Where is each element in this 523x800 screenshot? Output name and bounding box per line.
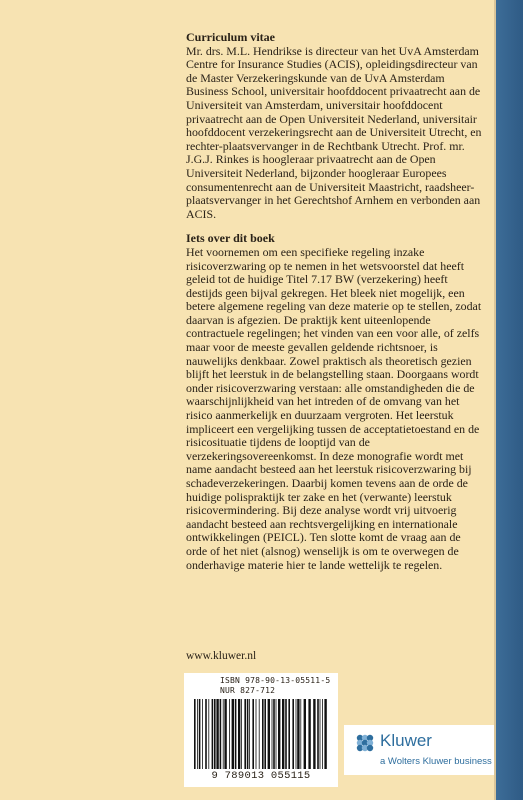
barcode-bar <box>288 699 290 769</box>
barcode-bar <box>220 699 222 769</box>
barcode-bar <box>308 699 310 769</box>
barcode-bar <box>249 699 250 769</box>
isbn-block <box>220 676 330 696</box>
barcode-bar <box>272 699 273 769</box>
barcode-bar <box>199 699 201 769</box>
barcode-number: 9 789013 055115 <box>211 770 311 782</box>
barcode-bar <box>262 699 264 769</box>
website-link[interactable]: www.kluwer.nl <box>186 650 257 662</box>
barcode-bar <box>244 699 246 769</box>
spine-edge-line <box>494 0 496 800</box>
barcode-bar <box>259 699 260 769</box>
publisher-tagline: a Wolters Kluwer business <box>380 756 492 767</box>
barcode-bar <box>322 699 323 769</box>
barcode-bar <box>282 699 284 769</box>
barcode-bar <box>205 699 207 769</box>
nur-text: NUR 827-712 <box>220 686 276 695</box>
barcode-bar <box>223 699 224 769</box>
barcode-bar <box>194 699 196 769</box>
about-heading: Iets over dit boek <box>186 231 275 246</box>
barcode-bar <box>285 699 287 769</box>
barcode-bar <box>324 699 326 769</box>
barcode-bar <box>300 699 301 769</box>
barcode-bar <box>278 699 280 769</box>
barcode-bar <box>229 699 230 769</box>
barcode-bar <box>297 699 299 769</box>
publisher-logo <box>344 725 494 775</box>
barcode-bar <box>235 699 237 769</box>
barcode-bar <box>292 699 294 769</box>
cv-heading: Curriculum vitae <box>186 30 275 44</box>
barcode-bar <box>276 699 277 769</box>
barcode-bar <box>320 699 321 769</box>
book-spine <box>495 0 523 800</box>
about-body: Het voornemen om een specifieke regeling inzake risicoverzwaring op te nemen in het wetsvoorstel dat heeft geleid tot de huidige Titel 7.17 BW (verzekering) heeft destijds geen bijval gekregen. Het bleek niet mogelijk, een betere algemene regeling van deze materie op te stellen, zodat daarvan is afgezien. De praktijk kent uiteenlopende contractuele regelingen; het vinden van een voor alle, of zelfs maar voor de meeste gevallen geldende richtsnoer, is nauwelijks denkbaar. Zowel praktisch als theoretisch gezien blijft het leerstuk in de belangstelling staan. Doorgaans wordt onder risicoverzwaring verstaan: alle omstandigheden die de waarschijnlijkheid van het intreden of de omvang van het risico aanmerkelijk en duurzaam vergroten. Het leerstuk impliceert een vergelijking tussen de acceptatietoestand en de risicosituatie tijdens de looptijd van de verzekeringsovereenkomst. In deze monografie wordt met name aandacht besteed aan het leerstuk risicoverzwaring bij schadeverzekeringen. Daarbij komen tevens aan de orde de huidige polispraktijk ter zake en het (verwante) leerstuk risicovermindering. Bij deze analyse wordt vrij uitvoerig aandacht besteed aan rechtsvergelijking en internationale ontwikkelingen (PEICL). Ten slotte komt de vraag aan de orde of het niet (alsnog) wenselijk is om te overwegen de onderhavige materie hier te lande wettelijk te regelen. <box>186 244 482 572</box>
barcode-bar <box>197 699 198 769</box>
kluwer-logo-icon <box>354 732 376 754</box>
back-cover-text <box>186 31 483 572</box>
barcode-bar <box>232 699 234 769</box>
barcode-bar <box>273 699 275 769</box>
barcode-bar <box>268 699 270 769</box>
barcode-label <box>184 673 338 787</box>
barcode-bar <box>264 699 266 769</box>
publisher-name: Kluwer <box>380 731 432 750</box>
barcode-bar <box>208 699 209 769</box>
barcode-bar <box>256 699 257 769</box>
barcode-bar <box>313 699 315 769</box>
isbn-text: ISBN 978-90-13-05511-5 <box>220 676 331 685</box>
barcode-bar <box>212 699 214 769</box>
barcode-bar <box>238 699 240 769</box>
barcode-bar <box>216 699 218 769</box>
cv-body: Mr. drs. M.L. Hendrikse is directeur van het UvA Amsterdam Centre for Insurance Studies (ACIS), opleidingsdirecteur van de Master Verzekeringskunde van de UvA Amsterdam Business School, universitair hoofddocent privaatrecht aan de Universiteit van Amsterdam, universitair hoofddocent privaatrecht aan de Open Universiteit Nederland, universitair hoofddocent verzekeringsrecht aan de Universiteit Utrecht, en rechter-plaatsvervanger in de Rechtbank Utrecht. Prof. mr. J.G.J. Rinkes is hoogleraar privaatrecht aan de Open Universiteit Nederland, bijzonder hoogleraar Europees consumentenrecht aan de Universiteit Maastricht, raadsheer-plaatsvervanger in het Gerechtshof Arnhem en verbonden aan ACIS. <box>186 43 482 221</box>
barcode-bar <box>296 699 297 769</box>
barcode-bar <box>252 699 254 769</box>
barcode-bar <box>317 699 319 769</box>
barcode-bar <box>304 699 306 769</box>
barcode-bar <box>202 699 203 769</box>
barcode-bar <box>247 699 249 769</box>
barcode-bar <box>224 699 226 769</box>
barcode-icon <box>194 699 328 769</box>
barcode-bar <box>241 699 242 769</box>
barcode-bar <box>214 699 216 769</box>
